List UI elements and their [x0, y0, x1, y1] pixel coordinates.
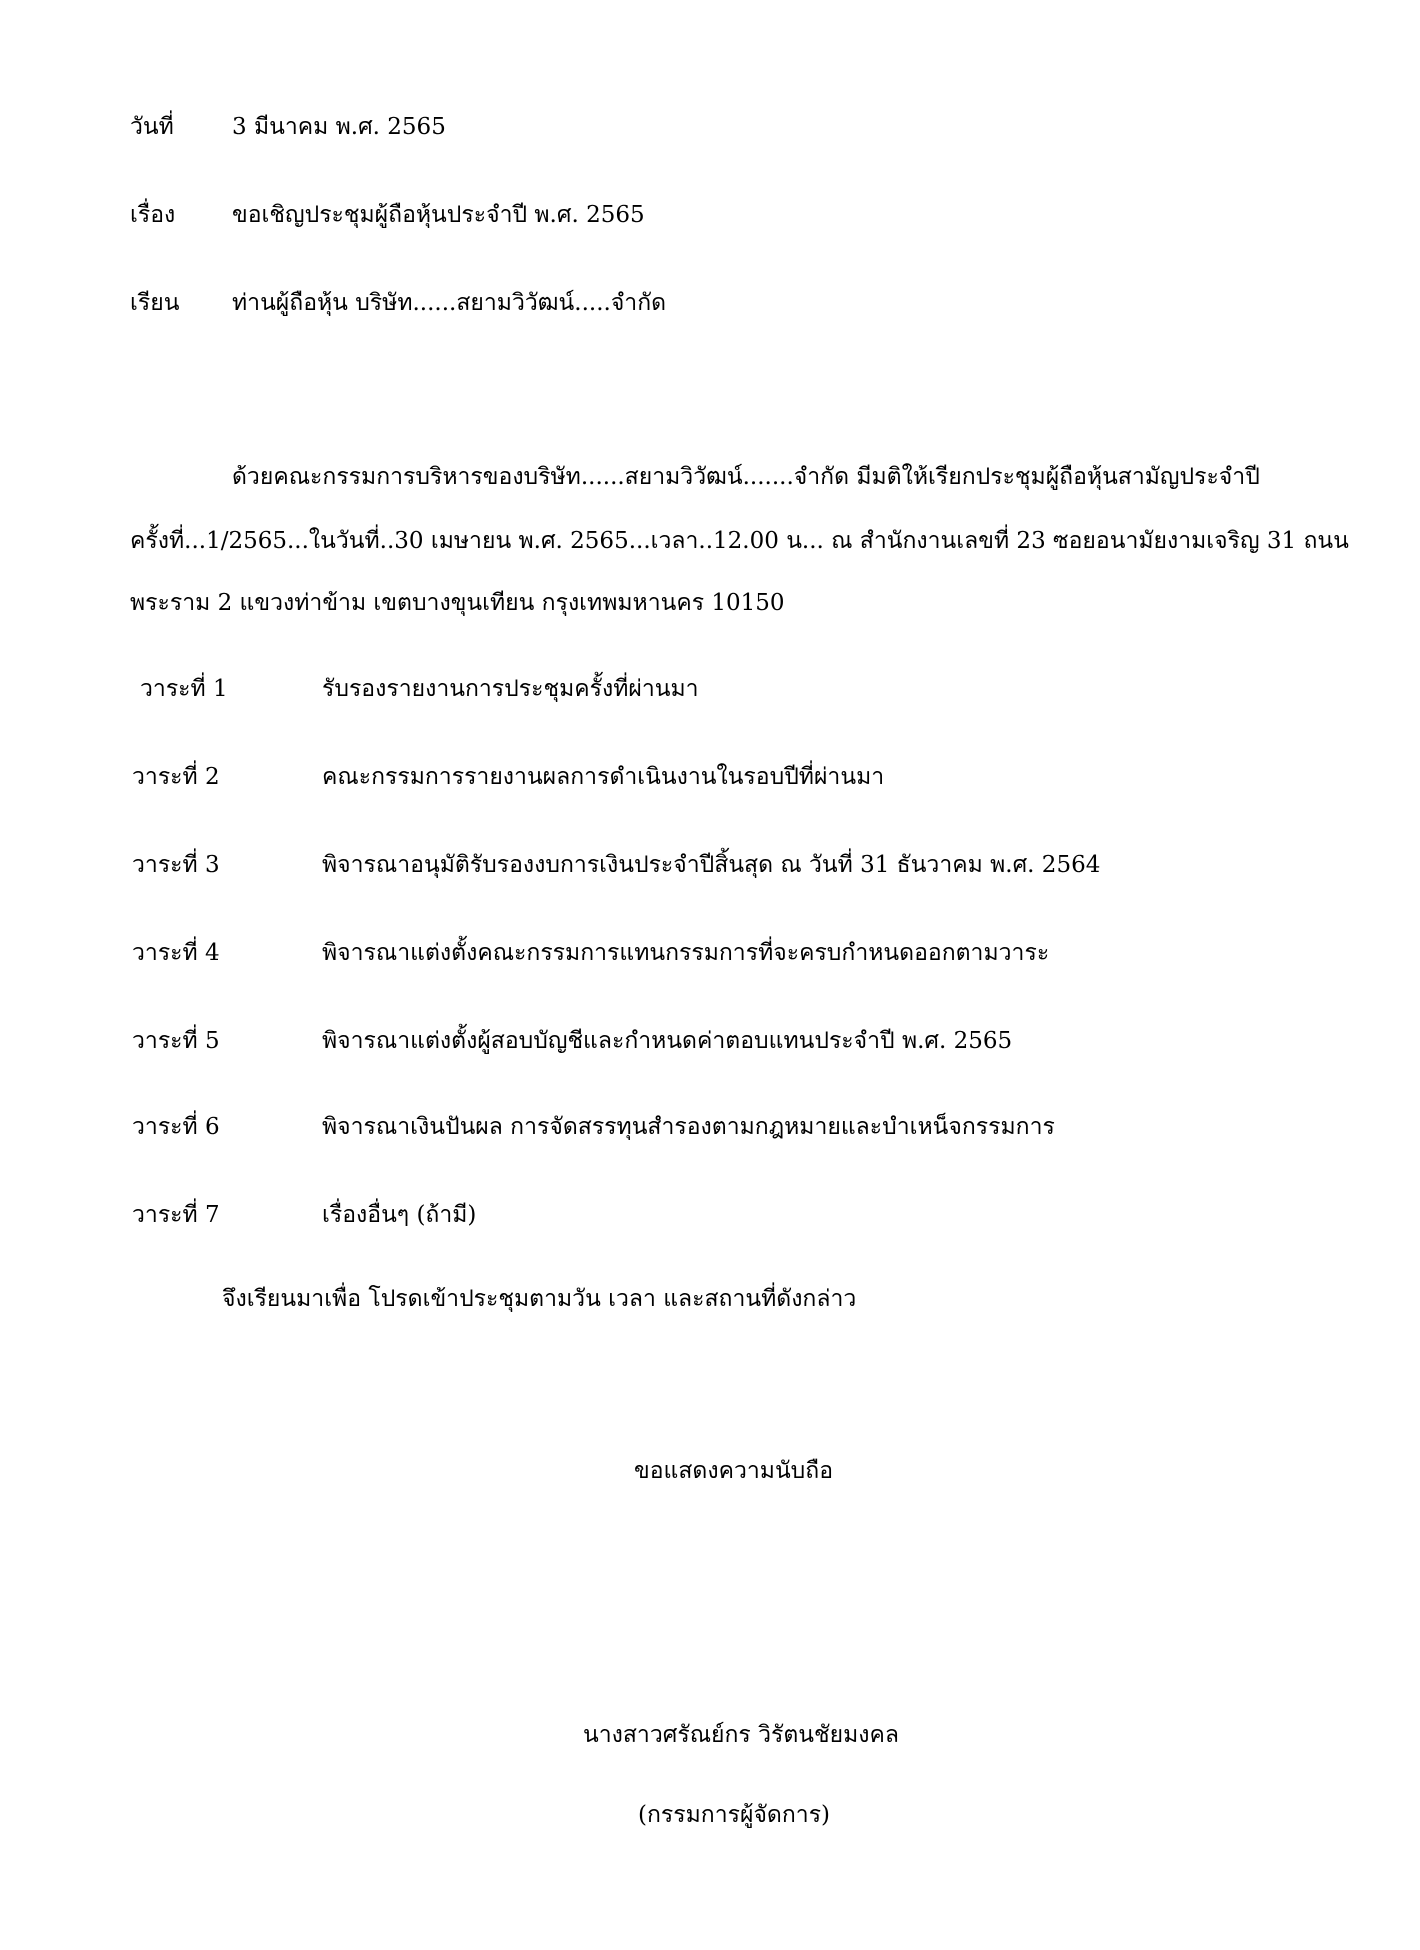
paragraph-line-1: ด้วยคณะกรรมการบริหารของบริษัท......สยามวิวัฒน์.......จำกัด มีมติให้เรียกประชุมผู้ถือหุ้นสามัญประจำปี	[232, 464, 1260, 490]
agenda-text-3: พิจารณาอนุมัติรับรองงบการเงินประจำปีสิ้นสุด ณ วันที่ 31 ธันวาคม พ.ศ. 2564	[322, 852, 1101, 878]
paragraph-line-2: ครั้งที่...1/2565...ในวันที่..30 เมษายน พ.ศ. 2565...เวลา..12.00 น... ณ สำนักงานเลขที่ 23 ซอยอนามัยงามเจริญ 31 ถนน	[130, 528, 1349, 554]
to-value: ท่านผู้ถือหุ้น บริษัท......สยามวิวัฒน์.....จำกัด	[232, 290, 667, 316]
agenda-label-4: วาระที่ 4	[132, 940, 220, 966]
agenda-text-6: พิจารณาเงินปันผล การจัดสรรทุนสำรองตามกฎหมายและบำเหน็จกรรมการ	[322, 1114, 1055, 1140]
signer-name: นางสาวศรัณย์กร วิรัตนชัยมงคล	[583, 1722, 899, 1748]
date-label: วันที่	[130, 114, 174, 140]
regards-text: ขอแสดงความนับถือ	[634, 1458, 834, 1484]
subject-value: ขอเชิญประชุมผู้ถือหุ้นประจำปี พ.ศ. 2565	[232, 202, 645, 228]
closing-line: จึงเรียนมาเพื่อ โปรดเข้าประชุมตามวัน เวลา และสถานที่ดังกล่าว	[222, 1286, 857, 1312]
agenda-text-7: เรื่องอื่นๆ (ถ้ามี)	[322, 1202, 477, 1228]
subject-label: เรื่อง	[130, 202, 176, 228]
agenda-label-3: วาระที่ 3	[132, 852, 220, 878]
paragraph-line-3: พระราม 2 แขวงท่าข้าม เขตบางขุนเทียน กรุงเทพมหานคร 10150	[130, 590, 785, 616]
agenda-label-1: วาระที่ 1	[140, 676, 228, 702]
agenda-label-7: วาระที่ 7	[132, 1202, 220, 1228]
agenda-text-1: รับรองรายงานการประชุมครั้งที่ผ่านมา	[322, 676, 699, 702]
date-value: 3 มีนาคม พ.ศ. 2565	[232, 114, 446, 140]
agenda-text-5: พิจารณาแต่งตั้งผู้สอบบัญชีและกำหนดค่าตอบแทนประจำปี พ.ศ. 2565	[322, 1028, 1013, 1054]
agenda-text-2: คณะกรรมการรายงานผลการดำเนินงานในรอบปีที่ผ่านมา	[322, 764, 885, 790]
signer-title: (กรรมการผู้จัดการ)	[638, 1802, 831, 1828]
agenda-label-2: วาระที่ 2	[132, 764, 220, 790]
agenda-text-4: พิจารณาแต่งตั้งคณะกรรมการแทนกรรมการที่จะครบกำหนดออกตามวาระ	[322, 940, 1050, 966]
agenda-label-5: วาระที่ 5	[132, 1028, 220, 1054]
to-label: เรียน	[130, 290, 180, 316]
agenda-label-6: วาระที่ 6	[132, 1114, 220, 1140]
